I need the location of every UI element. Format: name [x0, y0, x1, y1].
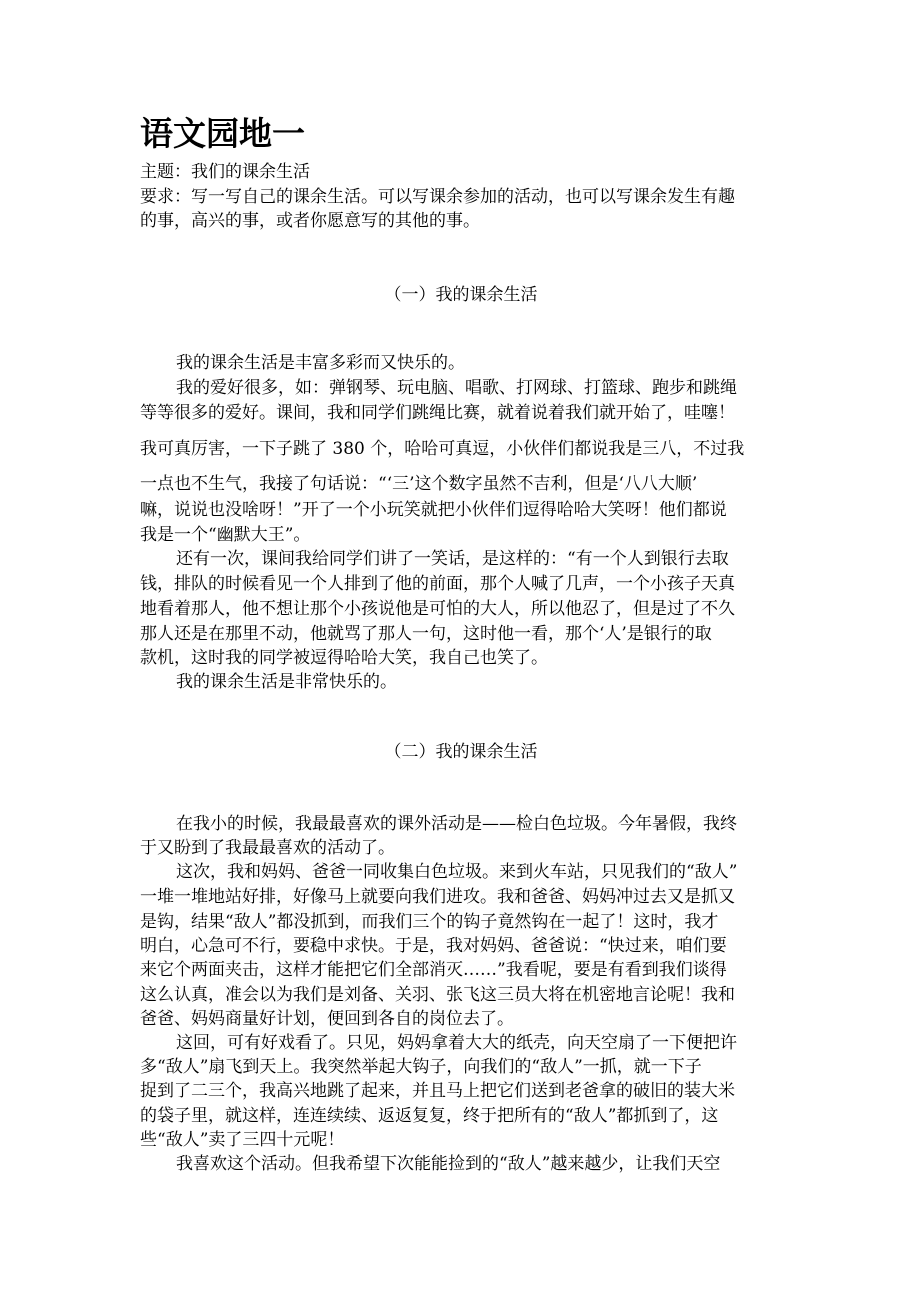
essay2-line: 爸爸、妈妈商量好计划，便回到各自的岗位去了。 [140, 1009, 514, 1029]
essay2-line: 这次，我和妈妈、爸爸一同收集白色垃圾。来到火车站，只见我们的“敌人” [176, 862, 738, 882]
requirement-line: 的事，高兴的事，或者你愿意写的其他的事。 [140, 211, 480, 231]
essay2-line: 在我小的时候，我最最喜欢的课外活动是——检白色垃圾。今年暑假，我终 [176, 814, 737, 834]
essay2-line: 多“敌人”扇飞到天上。我突然举起大钩子，向我们的“敌人”一抓，就一下子 [140, 1057, 702, 1077]
requirement-line: 要求：写一写自己的课余生活。可以写课余参加的活动，也可以写课余发生有趣 [140, 187, 735, 207]
essay1-line: 那人还是在那里不动，他就骂了那人一句，这时他一看，那个‘人’是银行的取 [140, 624, 712, 644]
essay1-line: 我的课余生活是丰富多彩而又快乐的。 [176, 353, 465, 373]
essay1-line: 嘛，说说也没啥呀！”开了一个小玩笑就把小伙伴们逗得哈哈大笑呀！他们都说 [140, 500, 727, 520]
essay1-line: 我的爱好很多，如：弹钢琴、玩电脑、唱歌、打网球、打篮球、跑步和跳绳 [176, 378, 737, 398]
essay1-heading: （一）我的课余生活 [384, 285, 538, 305]
essay2-line: 我喜欢这个活动。但我希望下次能能捡到的“敌人”越来越少，让我们天空 [176, 1154, 721, 1174]
essay2-line: 的袋子里，就这样，连连续续、返返复复，终于把所有的“敌人”都抓到了，这 [140, 1106, 719, 1126]
essay1-line: 我可真厉害，一下子跳了 380 个，哈哈可真逗，小伙伴们都说我是三八，不过我 [140, 439, 745, 459]
topic-line: 主题：我们的课余生活 [140, 162, 310, 182]
essay1-line: 钱，排队的时候看见一个人排到了他的前面，那个人喊了几声，一个小孩子天真 [140, 574, 735, 594]
essay1-line: 等等很多的爱好。课间，我和同学们跳绳比赛，就着说着我们就开始了，哇噻！ [140, 403, 735, 423]
essay2-line: 于又盼到了我最最喜欢的活动了。 [140, 838, 395, 858]
essay1-line: 还有一次，课间我给同学们讲了一笑话，是这样的：“有一个人到银行去取 [176, 549, 729, 569]
essay1-line: 我的课余生活是非常快乐的。 [176, 672, 397, 692]
essay1-line: 一点也不生气，我接了句话说：“‘三’这个数字虽然不吉利，但是‘八八大顺’ [140, 474, 698, 494]
essay1-line: 款机，这时我的同学被逗得哈哈大笑，我自己也笑了。 [140, 648, 548, 668]
essay2-line: 些“敌人”卖了三四十元呢！ [140, 1130, 345, 1150]
essay2-line: 来它个两面夹击，这样才能把它们全部消灭……”我看呢，要是有看到我们谈得 [140, 960, 727, 980]
essay2-line: 这回，可有好戏看了。只见，妈妈拿着大大的纸壳，向天空扇了一下便把许 [176, 1033, 737, 1053]
essay1-line: 我是一个“幽默大王”。 [140, 525, 311, 545]
essay2-line: 一堆一堆地站好排，好像马上就要向我们进攻。我和爸爸、妈妈冲过去又是抓又 [140, 887, 735, 907]
essay2-line: 这么认真，准会以为我们是刘备、关羽、张飞这三员大将在机密地言论呢！我和 [140, 985, 735, 1005]
essay2-line: 是钩，结果“敌人”都没抓到，而我们三个的钩子竟然钩在一起了！这时，我才 [140, 912, 719, 932]
essay2-line: 捉到了二三个，我高兴地跳了起来，并且马上把它们送到老爸拿的破旧的装大米 [140, 1081, 735, 1101]
essay1-line: 地看着那人，他不想让那个小孩说他是可怕的大人，所以他忍了，但是过了不久 [140, 599, 735, 619]
page-title: 语文园地一 [140, 114, 305, 153]
essay2-line: 明白，心急可不行，要稳中求快。于是，我对妈妈、爸爸说：“快过来，咱们要 [140, 936, 727, 956]
essay2-heading: （二）我的课余生活 [384, 742, 538, 762]
